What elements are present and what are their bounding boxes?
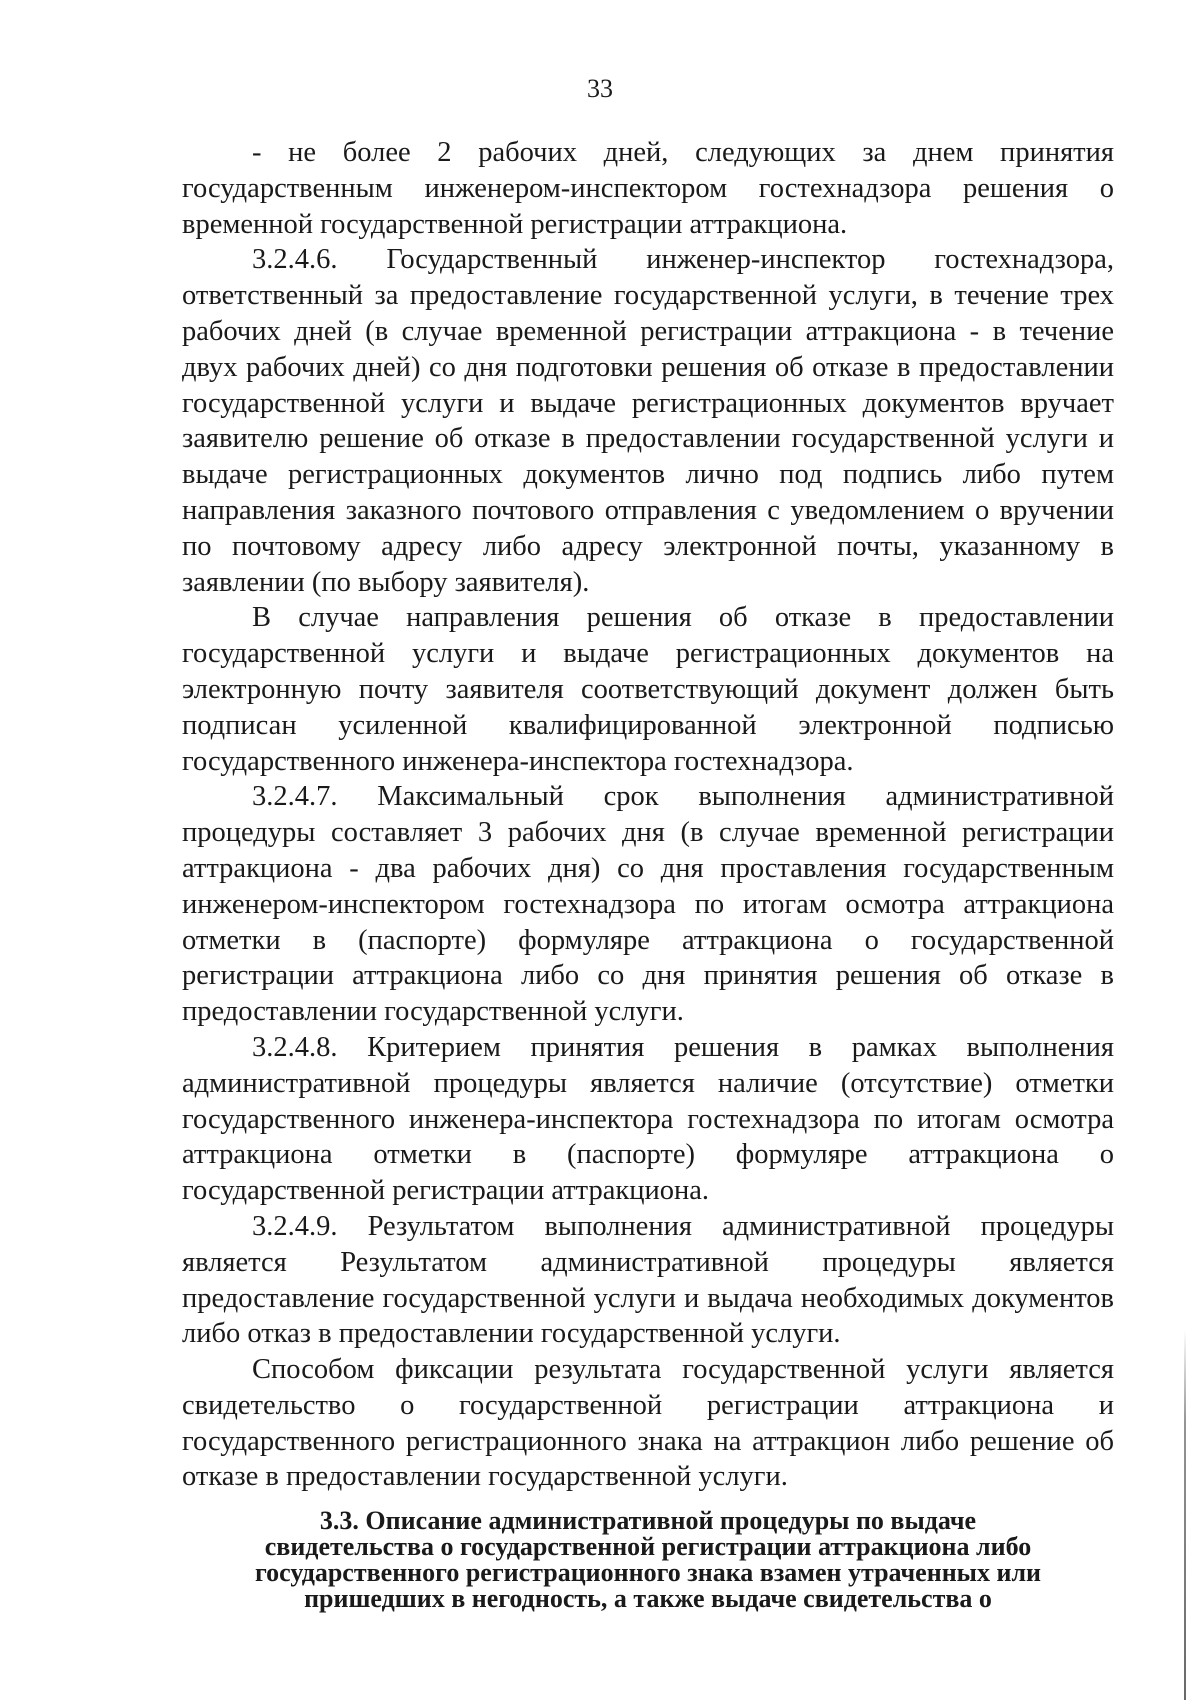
paragraph-1: - не более 2 рабочих дней, следующих за днем принятия государственным инженером-инспектором гостехнадзора решения о временной государственной регистрации аттракциона.: [182, 137, 1114, 240]
document-body: [182, 135, 1114, 1495]
heading-line: государственного регистрационного знака взамен утраченных или: [254, 1558, 1042, 1587]
paragraph-result-fixation: Способом фиксации результата государственной услуги является свидетельство о государственной регистрации аттракциона и государственного регистрационного знака на аттракцион либо решение об отказе в предоставлении государственной услуги.: [182, 1354, 1114, 1493]
paragraph-refusal-email: В случае направления решения об отказе в предоставлении государственной услуги и выдаче регистрационных документов на электронную почту заявителя соответствующий документ должен быть подписан усиленной квалифицированной электронной подписью государственного инженера-инспектора гостехнадзора.: [182, 602, 1114, 777]
heading-line: 3.3. Описание административной процедуры по выдаче: [319, 1506, 977, 1535]
scan-edge-shadow: [1184, 1330, 1186, 1700]
paragraph-3-2-4-8: 3.2.4.8. Критерием принятия решения в рамках выполнения административной процедуры является наличие (отсутствие) отметки государственного инженера-инспектора гостехнадзора по итогам осмотра аттракциона отметки в (паспорте) формуляре аттракциона о государственной регистрации аттракциона.: [182, 1031, 1114, 1207]
heading-line: свидетельства о государственной регистрации аттракциона либо: [264, 1532, 1032, 1561]
page-number: 33: [587, 74, 613, 103]
section-heading-3-3: [182, 1508, 1114, 1612]
paragraph-3-2-4-9: 3.2.4.9. Результатом выполнения административной процедуры является Результатом административной процедуры является предоставление государственной услуги и выдача необходимых документов либо отказ в предоставлении государственной услуги.: [182, 1210, 1114, 1350]
heading-line: пришедших в негодность, а также выдаче свидетельства о: [304, 1584, 992, 1613]
paragraph-3-2-4-7: 3.2.4.7. Максимальный срок выполнения административной процедуры составляет 3 рабочих дня (в случае временной регистрации аттракциона - два рабочих дня) со дня проставления государственным инженером-инспектором гостехнадзора по итогам осмотра аттракциона отметки в (паспорте) формуляре аттракциона о государственной регистрации аттракциона либо со дня принятия решения об отказе в предоставлении государственной услуги.: [182, 781, 1114, 1028]
paragraph-3-2-4-6: 3.2.4.6. Государственный инженер-инспектор гостехнадзора, ответственный за предоставление государственной услуги, в течение трех рабочих дней (в случае временной регистрации аттракциона - в течение двух рабочих дней) со дня подготовки решения об отказе в предоставлении государственной услуги и выдаче регистрационных документов вручает заявителю решение об отказе в предоставлении государственной услуги и выдаче регистрационных документов лично под подпись либо путем направления заказного почтового отправления с уведомлением о вручении по почтовому адресу либо адресу электронной почты, указанному в заявлении (по выбору заявителя).: [182, 244, 1114, 598]
